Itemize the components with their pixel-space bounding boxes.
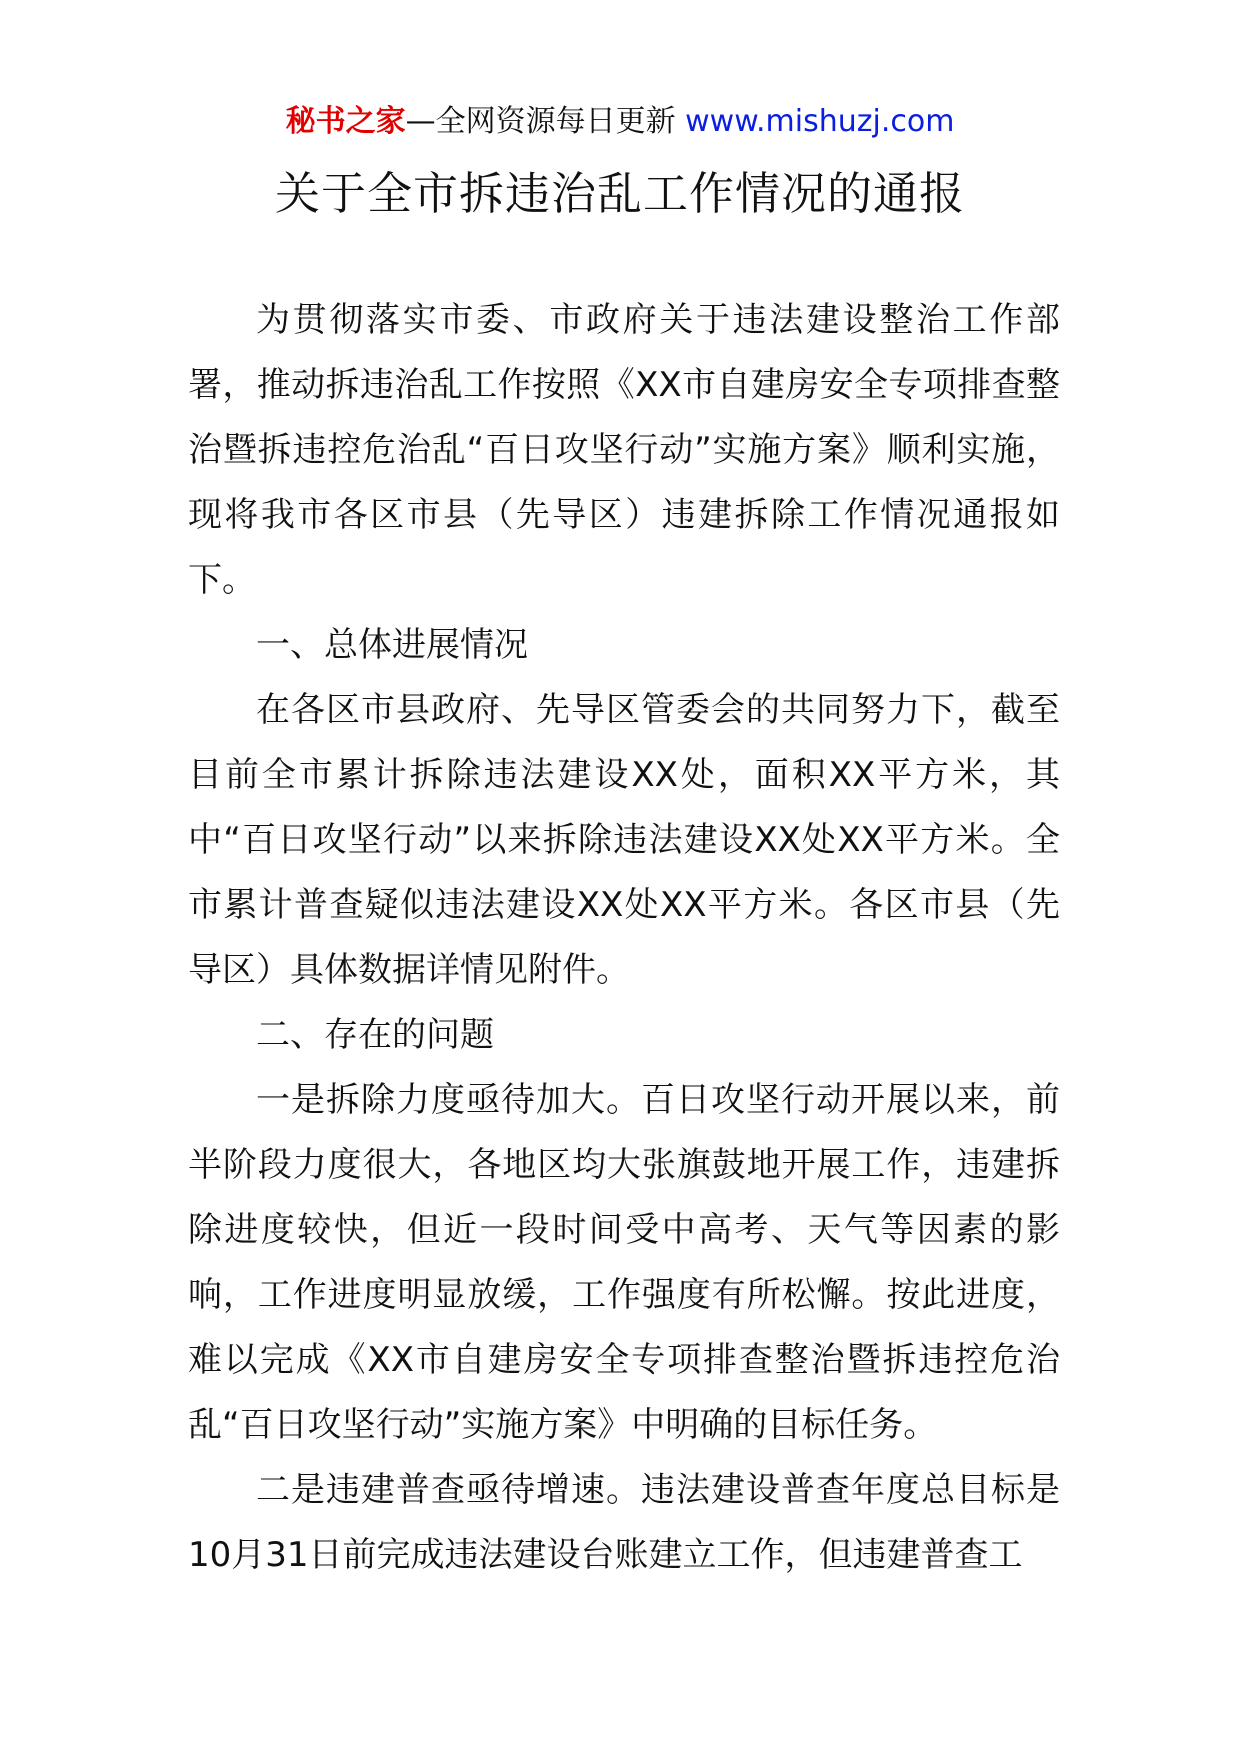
paragraph-problem-2: 二是违建普查亟待增速。违法建设普查年度总目标是10月31日前完成违法建设台账建立工作，但违建普查工: [188, 1470, 1060, 1575]
site-brand: 秘书之家: [285, 104, 406, 139]
document-title: 关于全市拆违治乱工作情况的通报: [274, 167, 965, 220]
section-heading-progress: 一、总体进展情况: [256, 625, 528, 665]
paragraph-problem-1: 一是拆除力度亟待加大。百日攻坚行动开展以来，前半阶段力度很大，各地区均大张旗鼓地开展工作，违建拆除进度较快，但近一段时间受中高考、天气等因素的影响，工作进度明显放缓，工作强度有所松懈。按此进度，难以完成《XX市自建房安全专项排查整治暨拆违控危治乱“百日攻坚行动”实施方案》中明确的目标任务。: [188, 1080, 1060, 1445]
document-body: [188, 288, 1060, 1588]
site-header: [0, 100, 1240, 144]
site-url-link[interactable]: www.mishuzj.com: [685, 104, 955, 139]
paragraph-progress: 在各区市县政府、先导区管委会的共同努力下，截至目前全市累计拆除违法建设XX处，面积XX平方米，其中“百日攻坚行动”以来拆除违法建设XX处XX平方米。全市累计普查疑似违法建设XX处XX平方米。各区市县（先导区）具体数据详情见附件。: [188, 690, 1060, 990]
paragraph-intro: 为贯彻落实市委、市政府关于违法建设整治工作部署，推动拆违治乱工作按照《XX市自建房安全专项排查整治暨拆违控危治乱“百日攻坚行动”实施方案》顺利实施，现将我市各区市县（先导区）违建拆除工作情况通报如下。: [188, 300, 1060, 600]
site-slogan: —全网资源每日更新: [405, 104, 686, 139]
section-heading-problems: 二、存在的问题: [256, 1015, 494, 1055]
